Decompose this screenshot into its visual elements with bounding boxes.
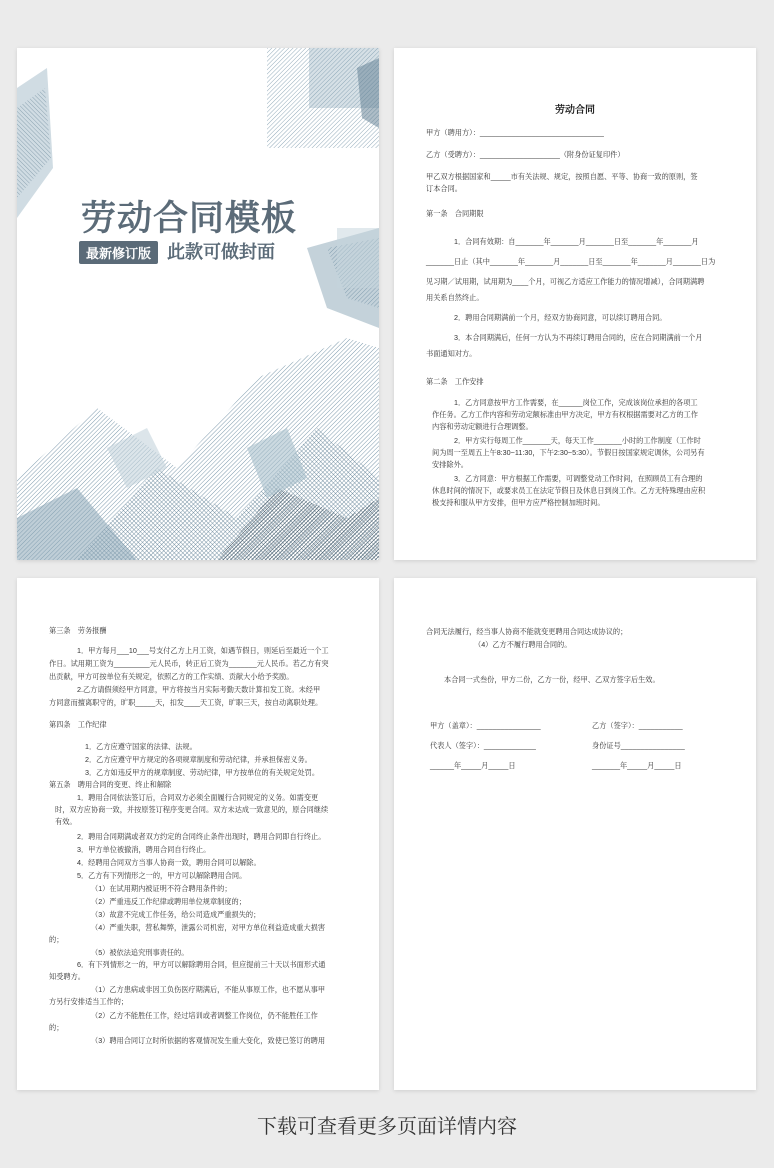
text-line: 4．经聘用合同双方当事人协商一致，聘用合同可以解除。 — [77, 858, 261, 867]
contract-page-3 — [394, 578, 756, 1090]
contract-page-2 — [17, 578, 379, 1090]
text-line: （4）严重失职，营私舞弊，泄露公司机密，对甲方单位利益造成重大损害 — [91, 923, 326, 932]
section-heading: 第三条 劳务报酬 — [49, 626, 107, 635]
text-line: 见习期／试用期，试用期为____个月，可视乙方适应工作能力的情况增减），合同期满聘 — [426, 277, 705, 286]
signature-line-party-a: 甲方（盖章）：________________ — [430, 721, 541, 730]
cover-title: 劳动合同模板 — [81, 199, 298, 238]
section-heading: 第一条 合同期限 — [426, 209, 484, 218]
text-line: 知受聘方。 — [49, 972, 85, 981]
text-line: 休息时间的情况下，或要求员工在法定节假日及休息日到岗工作。乙方无特殊理由应积 — [432, 486, 706, 495]
text-line: 有效。 — [55, 817, 77, 826]
text-line: （3）故意不完成工作任务，给公司造成严重损失的； — [91, 910, 261, 919]
text-line: 2．聘用合同期满前一个月，经双方协商同意，可以续订聘用合同。 — [454, 313, 667, 322]
section-heading: 第五条 聘用合同的变更、终止和解除 — [49, 780, 172, 789]
text-line: 2.乙方请假须经甲方同意，甲方将按当月实际考勤天数计算扣发工资。未经甲 — [77, 685, 321, 694]
text-line: 2．乙方应遵守甲方规定的各项规章制度和劳动纪律，并承担保密义务。 — [85, 755, 312, 764]
text-line: 1．乙方同意按甲方工作需要，在______岗位工作，完成该岗位承担的各项工 — [454, 398, 698, 407]
text-line: 的； — [49, 1023, 64, 1032]
date-line-party-a: ______年_____月_____日 — [430, 761, 516, 770]
text-line: 的； — [49, 935, 64, 944]
text-line: 订本合同。 — [426, 184, 462, 193]
text-line: 3．乙方如违反甲方的规章制度、劳动纪律，甲方按单位的有关规定处罚。 — [85, 768, 320, 777]
text-line: （1）乙方患病或非因工负伤医疗期满后，不能从事原工作，也不愿从事甲 — [91, 985, 326, 994]
text-line: 极支持和服从甲方安排，但甲方应严格控制加班时间。 — [432, 498, 605, 507]
text-line: 3．乙方同意：甲方根据工作需要，可调整党动工作时间，在照顾员工有合理的 — [454, 474, 703, 483]
text-line: 甲方（聘用方）：_______________________________ — [426, 128, 604, 137]
text-line: _______日止（其中_______年_______月_______日至_______年_______月_______日为 — [426, 257, 716, 266]
text-line: 用关系自然终止。 — [426, 293, 484, 302]
signature-line-party-b: 乙方（签字）：___________ — [592, 721, 683, 730]
document-title: 劳动合同 — [555, 105, 595, 116]
text-line: 甲乙双方根据国家和_____市有关法规、规定，按照自愿、平等、协商一致的原则，签 — [426, 172, 698, 181]
cover-subtitle: 此款可做封面 — [167, 242, 275, 262]
text-line: 方同意而擅离职守的，旷职_____天，扣发____天工资，旷职三天，按自动离职处理。 — [49, 698, 323, 707]
cover-geometric-pattern — [17, 48, 379, 560]
text-line: 1．乙方应遵守国家的法律、法规。 — [85, 742, 197, 751]
signature-line-representative: 代表人（签字）：_____________ — [430, 741, 536, 750]
text-line: （1）在试用期内被证明不符合聘用条件的； — [91, 884, 232, 893]
date-line-party-b: _______年_____月_____日 — [592, 761, 682, 770]
text-line: 5．乙方有下列情形之一的，甲方可以解除聘用合同。 — [77, 871, 247, 880]
text-line: 方另行安排适当工作的； — [49, 997, 129, 1006]
contract-page-1 — [394, 48, 756, 560]
text-line: 1．聘用合同依法签订后，合同双方必须全面履行合同规定的义务。如需变更 — [77, 793, 319, 802]
text-line: （5）被依法追究刑事责任的。 — [91, 948, 189, 957]
cover-page — [17, 48, 379, 560]
text-line: 3．本合同期满后，任何一方认为不再续订聘用合同的，应在合同期满前一个月 — [454, 333, 703, 342]
id-number-line: 身份证号________________ — [592, 741, 685, 750]
text-line: （4）乙方不履行聘用合同的。 — [474, 640, 572, 649]
text-line: 作日。试用期工资为_________元人民币，转正后工资为_______元人民币。若乙方有突 — [49, 659, 329, 668]
text-line: （3）聘用合同订立时所依据的客观情况发生重大变化，致使已签订的聘用 — [91, 1036, 326, 1045]
text-line: 本合同一式叁份，甲方二份，乙方一份，经甲、乙双方签字后生效。 — [444, 675, 660, 684]
text-line: 3．甲方单位被撤消，聘用合同自行终止。 — [77, 845, 211, 854]
text-line: 间为周一至周五上午8:30~11:30，下午2:30~5:30）。节假日按国家规定调休，公司另有 — [432, 448, 705, 457]
text-line: 2．聘用合同期满或者双方约定的合同终止条件出现时，聘用合同即自行终止。 — [77, 832, 326, 841]
text-line: （2）严重违反工作纪律或聘用单位规章制度的； — [91, 897, 246, 906]
text-line: 内容和劳动定额进行合理调整。 — [432, 422, 533, 431]
text-line: 1．合同有效期：自_______年_______月_______日至_______年_______月 — [454, 237, 699, 246]
text-line: 出贡献，甲方可按单位有关规定，依照乙方的工作实绩、贡献大小给予奖励。 — [49, 672, 294, 681]
text-line: 作任务。乙方工作内容和劳动定额标准由甲方决定，甲方有权根据需要对乙方的工作 — [432, 410, 698, 419]
text-line: 6．有下列情形之一的，甲方可以解除聘用合同，但应提前三十天以书面形式通 — [77, 960, 326, 969]
text-line: 安排除外。 — [432, 460, 468, 469]
text-line: 乙方（受聘方）：____________________（附身份证复印件） — [426, 150, 625, 159]
text-line: 2．甲方实行每周工作_______天，每天工作_______小时的工作制度（工作时 — [454, 436, 701, 445]
text-line: （2）乙方不能胜任工作，经过培训或者调整工作岗位，仍不能胜任工作 — [91, 1011, 318, 1020]
text-line: 时，双方应协商一致，并按原签订程序变更合同。双方未达成一致意见的，原合同继续 — [55, 805, 329, 814]
text-line: 书面通知对方。 — [426, 349, 477, 358]
section-heading: 第四条 工作纪律 — [49, 720, 107, 729]
text-line: 1．甲方每月___10___号支付乙方上月工资，如遇节假日，则延后至最近一个工 — [77, 646, 329, 655]
text-line: 合同无法履行，经当事人协商不能就变更聘用合同达成协议的； — [426, 627, 628, 636]
section-heading: 第二条 工作安排 — [426, 377, 484, 386]
cover-badge: 最新修订版 — [79, 241, 158, 264]
footer-caption: 下载可查看更多页面详情内容 — [257, 1116, 517, 1138]
